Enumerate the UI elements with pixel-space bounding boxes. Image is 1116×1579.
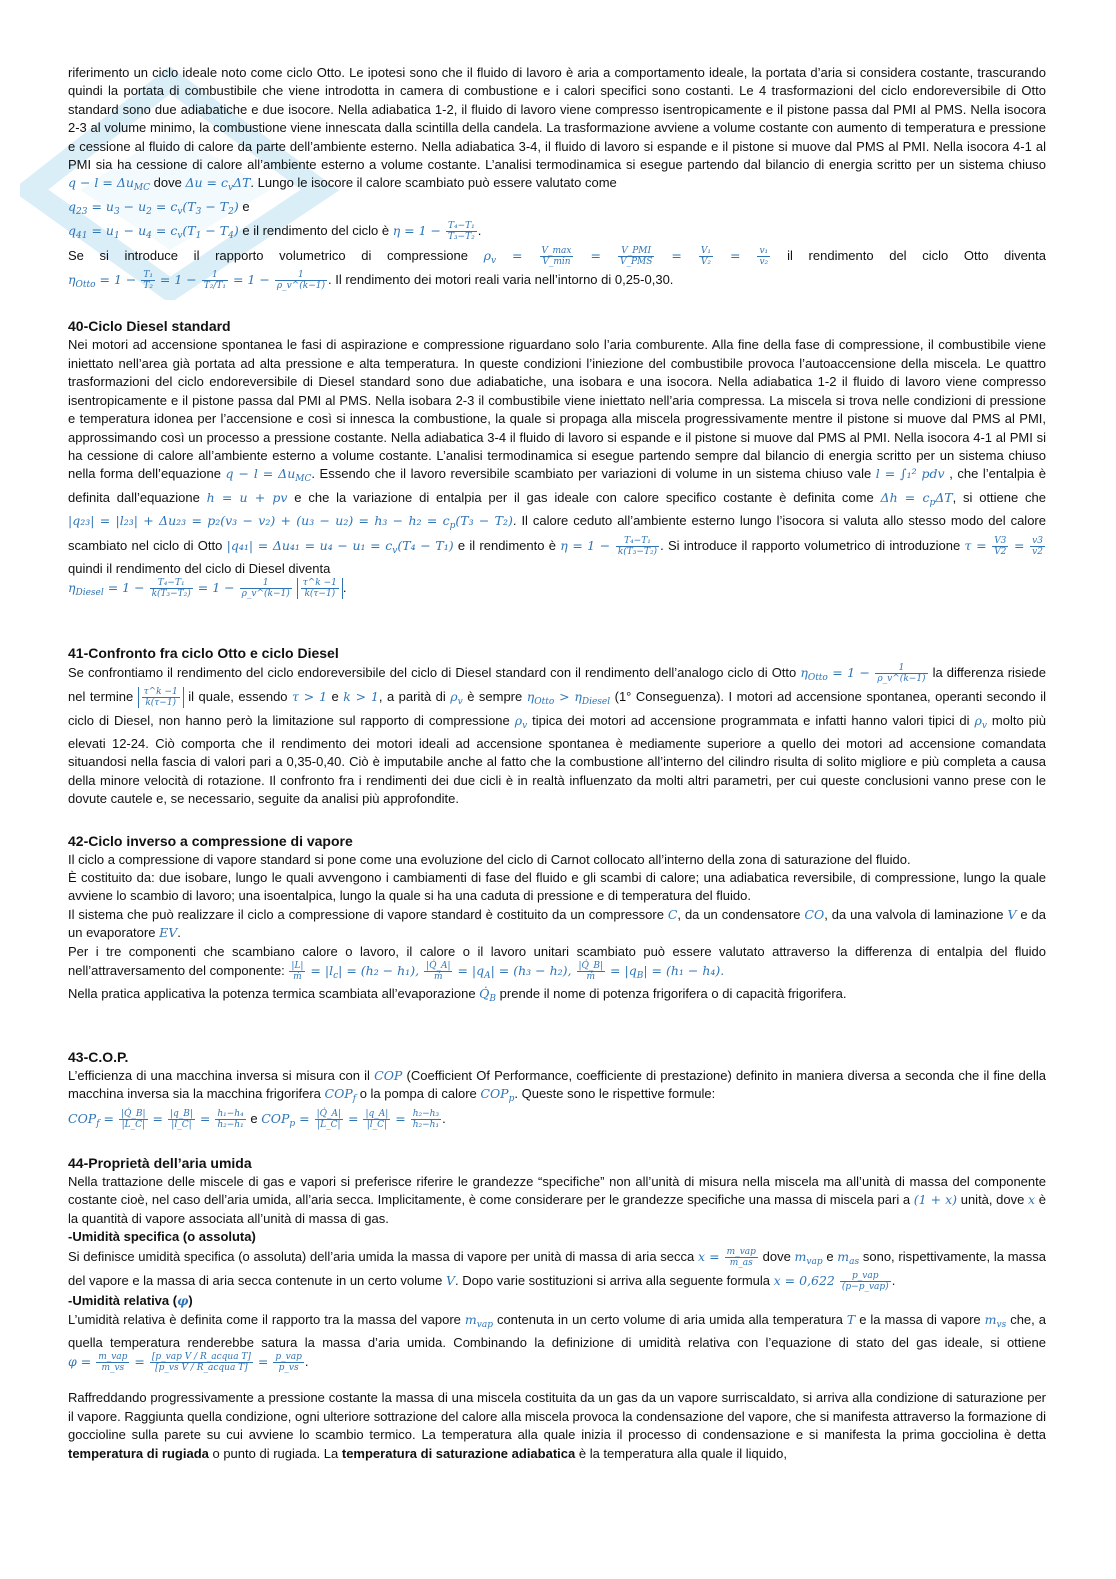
content [68, 64, 1046, 1463]
section-42-p5: Nella pratica applicativa la potenza termica scambiata all’evaporazione $Q̇_B$ prende il nome di potenza frigorifera o di capacità frigorifera. [68, 986, 847, 1005]
math-du: $\Delta u = c_v\Delta T$ [185, 175, 251, 194]
section-44-p4: Raffreddando progressivamente a pressione costante la massa di una miscela costituita da un gas da un vapore surriscaldato, si arriva alla condizione di saturazione per il vapore. Raggiunta quella condizione, ogni ulteriore sottrazione del calore alla miscela provoca la condensazione del vapore, che si manifesta attraverso la formazione di goccioline sulla parete su cui avviene lo scambio termico. La temperatura alla quale inizia il processo di condensazione e si manifesta la prima gocciolina è detta temperatura di rugiada o punto di rugiada. La temperatura di saturazione adiabatica è la temperatura alla quale il liquido, [68, 1390, 1046, 1461]
section-40-body: Nei motori ad accensione spontanea le fasi di aspirazione e compressione riguardano solo l’aria comburente. Alla fine della fase di compressione, il combustibile viene iniettato nell’area già portata ad alta pressione e alta temperatura. In queste condizioni l’iniezione del combustibile provoca l’autoaccensione della miscela. Le quattro trasformazioni del ciclo endoreversibile di Diesel standard sono due adiabatiche, una isobara e una isocora. Nella adiabatica 1-2 il fluido di lavoro viene compresso isentropicamente e il pistone passa dal PMI al PMS. Nella isobara 2-3 il combustibile viene iniettato nell’aria compressa. La miscela si trova nelle condizioni di pressione e temperatura idonea per l’accensione e così si innesca la combustione, la quale si propaga alla miscela progressivamente mentre il pistone si muove dal PMS al PMI, approssimando così un processo a pressione costante. Nella adiabatica 3-4 il fluido di lavoro si espande e il pistone si muove dal PMS al PMI. Nella isocora 4-1 al PMI si ha cessione di calore all’ambiente esterno a volume costante. L’analisi termodinamica si esegue partendo sempre dal bilancio di energia scritto per un sistema chiuso nella forma dell’equazione $q - l = \Delta u_{MC}$. Essendo che il lavoro reversibile scambiato per variazioni di volume in un sistema chiuso vale l = ∫₁² pdv , che l’entalpia è definita dall’equazione h = u + pv e che la variazione di entalpia per il gas ideale con calore specifico costante è definita come $\Delta h = c_p\Delta T$, si ottiene che $|q_{23}| = |l_{23}| + \Delta u_{23} = p_2(v_3 - v_2) + (u_3 - u_2) = h_3 - h_2 = c_p(T_3 - T_2)$. Il calore ceduto all’ambiente esterno lungo l’isocora si valuta allo stesso modo del calore scambiato nel ciclo di Otto $|q_{41}| = \Delta u_{41} = u_4 - u_1 = c_v(T_4 - T_1)$ e il rendimento è η = 1 − $\frac{\text{T₄−T₁}}{\text{k(T₃−T₂)}}$ . Si introduce il rapporto volumetrico di introduzione τ = $\frac{V3}{V2}$ = $\frac{v3}{v2}$ quindi il rendimento del ciclo di Diesel diventa [68, 337, 1047, 576]
section-42-title: 42-Ciclo inverso a compressione di vapore [68, 832, 353, 849]
eq-cop: $COP_f$ = $\frac{|Q̇\_B|}{|L\_C|}$ = $\frac{|q\_B|}{|l\_C|}$ = $\frac{\text{h₁−h₄}}{\text{h₂−h₁}}$ e $COP_p$ = $\frac{|Q̇\_A|}{|L\_C|}$ = $\frac{|q\_A|}{|l\_C|}$ = $\frac{\text{h₂−h₃}}{\text{h₂−h₁}}$ . [68, 1108, 446, 1130]
section-42-p4: Per i tre componenti che scambiano calore o lavoro, il calore o il lavoro unitari scambiato può essere valutato attraverso la differenza di entalpia del fluido nell’attraversamento del componente: $\frac{|L|}{\text{ṁ}}$ = $|l_c| = (h_2 - h_1)$, $\frac{|Q̇\_A|}{\text{ṁ}}$ = $|q_A| = (h_3 - h_2)$, $\frac{|Q̇\_B|}{\text{ṁ}}$ = $|q_B| = (h_1 - h_4)$. [68, 943, 1046, 983]
intro-text: riferimento un ciclo ideale noto come ciclo Otto. Le ipotesi sono che il fluido di lavoro è aria a comportamento ideale, la portata d’aria si considera costante, trascurando quindi la portata di combustibile che viene introdotta in camera di combustione e i calori specifici sono costanti. Le 4 trasformazioni del ciclo endoreversibile di Otto standard sono due adiabatiche e due isocore. Nella adiabatica 1-2, il fluido di lavoro viene compresso isentropicamente e il pistone passa dal PMI al PMS. Nella isocora 2-3 al volume minimo, la combustione viene innescata dalla scintilla della candela. La trasformazione avviene a volume costante con aumento di temperatura e pressione e cessione al fluido di calore da parte dell’ambiente esterno. Nella adiabatica 3-4, il fluido di lavoro si espande e il pistone si muove dal PMS al PMI. Nella isocora 4-1 al PMI sia ha cessione di calore all’ambiente esterno a volume costante. L’analisi termodinamica si esegue partendo dal bilancio di energia scritto per un sistema chiuso [68, 65, 1046, 173]
subheading-umidita-specifica: -Umidità specifica (o assoluta) [68, 1229, 256, 1245]
math-eta-otto: $\eta_{Otto} = 1$ − $\frac{\text{T₁}}{\text{T₂}}$ = 1 − $\frac{1}{\text{T₂/T₁}}$ = 1 − $\frac{1}{\rho\_v\^{}(k-1)}$ [68, 270, 325, 292]
section-41-body: Se confrontiamo il rendimento del ciclo endoreversibile del ciclo di Diesel standard con il rendimento dell’analogo ciclo di Otto $\eta_{Otto} = 1$ − $\frac{1}{\rho\_v\^{}(k-1)}$ la differenza risiede nel termine $\frac{\tau\^{}k -1}{k(\tau-1)}$ il quale, essendo τ > 1 e k > 1, a parità di $\rho_v$ è sempre $\eta_{Otto} > \eta_{Diesel}$ (1° Conseguenza). I motori ad accensione spontanea, operanti secondo il ciclo di Diesel, non hanno però la limitazione sul rapporto di compressione $\rho_v$ tipica dei motori ad accensione programmata e infatti hanno valori tipici di $\rho_v$ molto più elevati 12-24. Ciò comporta che il rendimento dei motori ideali ad accensione spontanea è mediamente superiore a quello dei motori ad accensione comandata situandosi nella fascia di valori pari a 0,35-0,40. Ciò è imputabile anche al fatto che la combustione all’interno del cilindro risulta di solito migliore e più completa a causa della minore velocità di rotazione. Il confronto fra i rendimenti dei due cicli è in realtà influenzato da molti altri parametri, per cui queste conclusioni vanno prese con le dovute cautele e, se necessario, seguite da analisi più approfondite. [68, 662, 1046, 807]
subheading-umidita-relativa: -Umidità relativa (φ) [68, 1293, 193, 1309]
section-43-body: L’efficienza di una macchina inversa si misura con il COP (Coefficient Of Performance, coefficiente di prestazione) definito in maniera diversa a seconda che il fine della macchina inversa sia la macchina frigorifera $COP_f$ o la pompa di calore $COP_p$. Queste sono le rispettive formule: [68, 1067, 1047, 1105]
intro-paragraph: riferimento un ciclo ideale noto come ciclo Otto. Le ipotesi sono che il fluido di lavoro è aria a comportamento ideale, la portata d’aria si considera costante, trascurando quindi la portata di combustibile che viene introdotta in camera di combustione e i calori specifici sono costanti. Le 4 trasformazioni del ciclo endoreversibile di Otto standard sono due adiabatiche e due isocore. Nella adiabatica 1-2, il fluido di lavoro viene compresso isentropicamente e il pistone passa dal PMI al PMS. Nella isocora 2-3 al volume minimo, la combustione viene innescata dalla scintilla della candela. La trasformazione avviene a volume costante con aumento di temperatura e pressione e cessione al fluido di calore da parte dell’ambiente esterno. Nella adiabatica 3-4, il fluido di lavoro si espande e il pistone si muove dal PMS al PMI. Nella isocora 4-1 al PMI sia ha cessione di calore all’ambiente esterno a volume costante. L’analisi termodinamica si esegue partendo dal bilancio di energia scritto per un sistema chiuso $q - l = \Delta u_{MC}$ dove $\Delta u = c_v\Delta T$. Lungo le isocore il calore scambiato può essere valutato come [68, 65, 1046, 194]
eq-q23: $q_{23} = u_3 - u_2 = c_v(T_3 - T_2)$ e [68, 198, 250, 217]
section-44-p3: L’umidità relativa è definita come il rapporto tra la massa del vapore $m_{vap}$ contenuta in un certo volume di aria umida alla temperatura T e la massa di vapore $m_{vs}$ che, a quella temperatura renderebbe satura la massa d’aria umida. Combinando la definizione di umidità relativa con l’equazione di stato del gas ideale, si ottiene φ = $\frac{\text{m\_vap}}{m\_vs}$ = $\frac{\text{[p\_vap V / R\_acqua T]}}{\text{[p\_vs V / R\_acqua T]}}$ = $\frac{\text{p\_vap}}{p\_vs}$ . [68, 1311, 1046, 1374]
section-40-title: 40-Ciclo Diesel standard [68, 318, 231, 335]
section-42-p1: Il ciclo a compressione di vapore standard si pone come una evoluzione del ciclo di Carnot collocato all’interno della zona di saturazione del fluido. [68, 851, 911, 867]
section-43-title: 43-C.O.P. [68, 1048, 129, 1065]
math-eta: η = 1 − $\frac{\text{T₄−T₁}}{\text{T₃−T₂}}$ [392, 221, 475, 243]
section-44-title: 44-Proprietà dell’aria umida [68, 1155, 252, 1172]
section-42-p2: È costituito da: due isobare, lungo le quali avvengono i cambiamenti di fase del fluido e gli scambi di calore; una adiabatica reversibile, di compressione, lungo la quale avviene lo scambio di lavoro; una isoentalpica, lungo la quale si ha una caduta di pressione e di temperatura del fluido. [68, 870, 1046, 904]
math-energy-balance: $q - l = \Delta u_{MC}$ [68, 175, 151, 194]
compression-ratio-paragraph: Se si introduce il rapporto volumetrico di compressione $\rho_v$ = $\frac{V\_\max}{V\_\min}$ = $\frac{\text{V\_PMI}}{\text{V\_PMS}}$ = $\frac{\text{V₁}}{\text{V₂}}$ = $\frac{\text{v₁}}{\text{v₂}}$ il rendimento del ciclo Otto diventa $\eta_{Otto} = 1$ − $\frac{\text{T₁}}{\text{T₂}}$ = 1 − $\frac{1}{\text{T₂/T₁}}$ = 1 − $\frac{1}{\rho\_v\^{}(k-1)}$ . Il rendimento dei motori reali varia nell’intorno di 0,25-0,30. [68, 245, 1046, 292]
section-41-title: 41-Confronto fra ciclo Otto e ciclo Diesel [68, 644, 339, 661]
section-44-p1: Nella trattazione delle miscele di gas e vapori si preferisce riferire le grandezze “specifiche” non all’unità di misura nella miscela ma all’unità di massa del componente costante cioè, nel caso dell’aria umida, all’aria secca. Implicitamente, è come considerare per le grandezze specifiche una massa di miscela pari a (1 + x) unità, dove x è la quantità di vapore associata all’unità di massa di gas. [68, 1174, 1047, 1226]
math-rho-v: $\rho_v$ = $\frac{V\_\max}{V\_\min}$ = $\frac{\text{V\_PMI}}{\text{V\_PMS}}$ = $\frac{\text{V₁}}{\text{V₂}}$ = $\frac{\text{v₁}}{\text{v₂}}$ [483, 245, 769, 267]
eq-eta-diesel: $\eta_{Diesel} = 1$ − $\frac{\text{T₄−T₁}}{\text{k(T₃−T₂)}}$ = 1 − $\frac{1}{\rho\_v\^{}(k-1)}$ $\frac{\tau\^{}k -1}{k(\tau-1)}$ . [68, 578, 347, 600]
section-42-p3: Il sistema che può realizzare il ciclo a compressione di vapore standard è costituito da un compressore C, da un condensatore CO, da una valvola di laminazione V e da un evaporatore EV. [68, 906, 1046, 941]
eq-q41: $q_{41} = u_1 - u_4 = c_v(T_1 - T_4)$ e il rendimento del ciclo è η = 1 − $\frac{\text{T₄−T₁}}{\text{T₃−T₂}}$ . [68, 221, 482, 243]
section-44-p2: Si definisce umidità specifica (o assoluta) dell’aria umida la massa di vapore per unità di massa di aria secca x = $\frac{\text{m\_vap}}{m\_as}$ dove $m_{vap}$ e $m_{as}$ sono, rispettivamente, la massa del vapore e la massa di aria secca contenute in un certo volume V. Dopo varie sostituzioni si arriva alla seguente formula x = 0,622 $\frac{\text{p\_vap}}{\text{(p−p\_vap)}}$ . [68, 1246, 1046, 1293]
